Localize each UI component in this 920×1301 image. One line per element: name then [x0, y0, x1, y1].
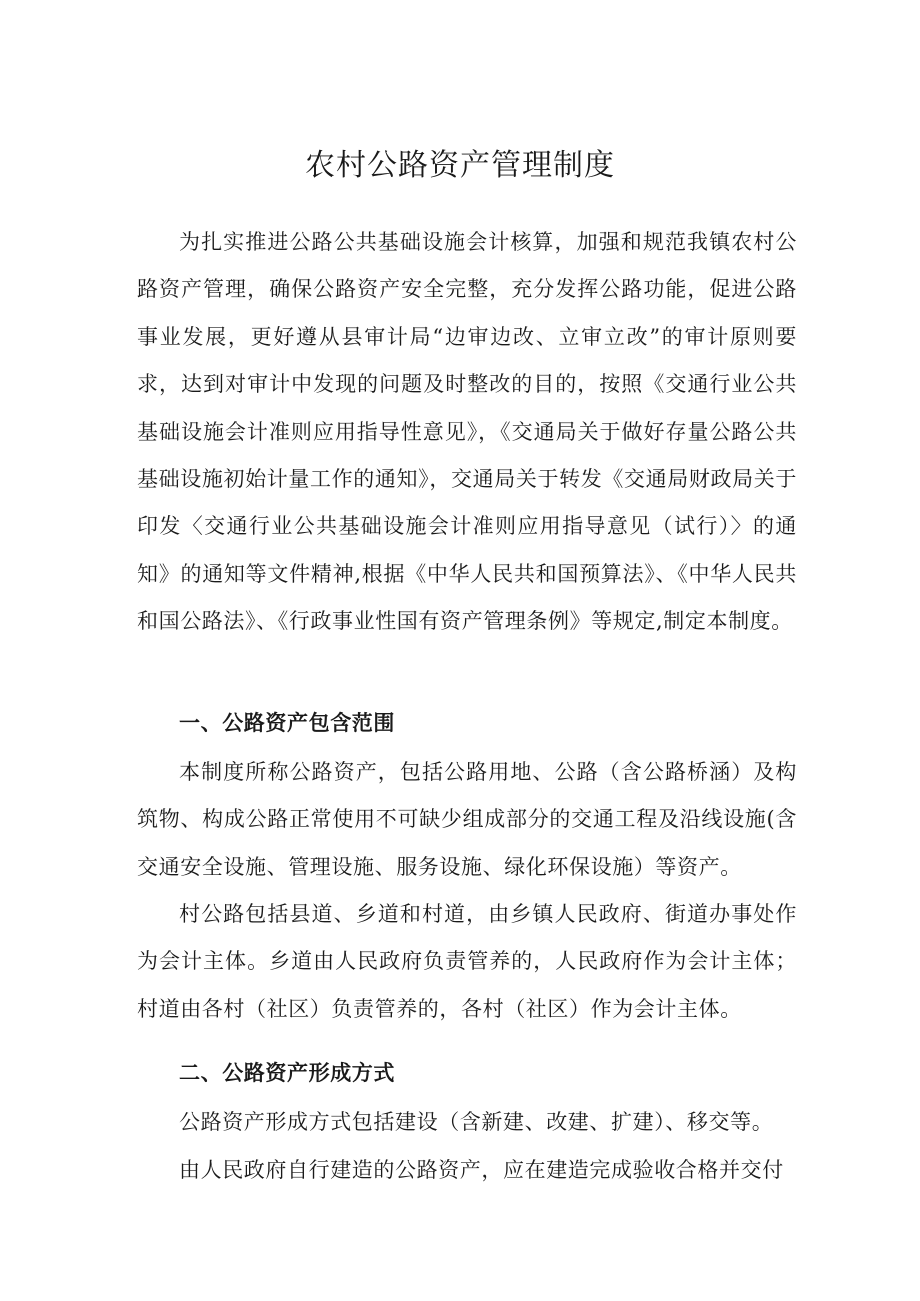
section-1-heading: 一、公路资产包含范围 — [179, 711, 395, 735]
section-2-paragraph-1: 公路资产形成方式包括建设（含新建、改建、扩建）、移交等。 — [179, 1110, 774, 1134]
document-title: 农村公路资产管理制度 — [305, 148, 615, 183]
section-2-heading: 二、公路资产形成方式 — [179, 1061, 395, 1085]
section-2-paragraph-2: 由人民政府自行建造的公路资产，应在建造完成验收合格并交付 — [179, 1158, 784, 1182]
intro-paragraph: 为扎实推进公路公共基础设施会计核算，加强和规范我镇农村公路资产管理，确保公路资产安全完整，充分发挥公路功能，促进公路事业发展，更好遵从县审计局“边审边改、立审立改”的审计原则要求，达到对审计中发现的问题及时整改的目的，按照《交通行业公共基础设施会计准则应用指导性意见》，《交通局关于做好存量公路公共基础设施初始计量工作的通知》，交通局关于转发《交通局财政局关于印发〈交通行业公共基础设施会计准则应用指导意见（试行）〉的通知》的通知等文件精神,根据《中华人民共和国预算法》、《中华人民共和国公路法》、《行政事业性国有资产管理条例》等规定,制定本制度。 — [137, 230, 797, 634]
section-1-paragraph-1: 本制度所称公路资产，包括公路用地、公路（含公路桥涵）及构筑物、构成公路正常使用不可缺少组成部分的交通工程及沿线设施(含交通安全设施、管理设施、服务设施、绿化环保设施）等资产。 — [137, 760, 797, 879]
section-1-paragraph-2: 村公路包括县道、乡道和村道，由乡镇人民政府、街道办事处作为会计主体。乡道由人民政府负责管养的，人民政府作为会计主体；村道由各村（社区）负责管养的，各村（社区）作为会计主体。 — [137, 902, 797, 1021]
